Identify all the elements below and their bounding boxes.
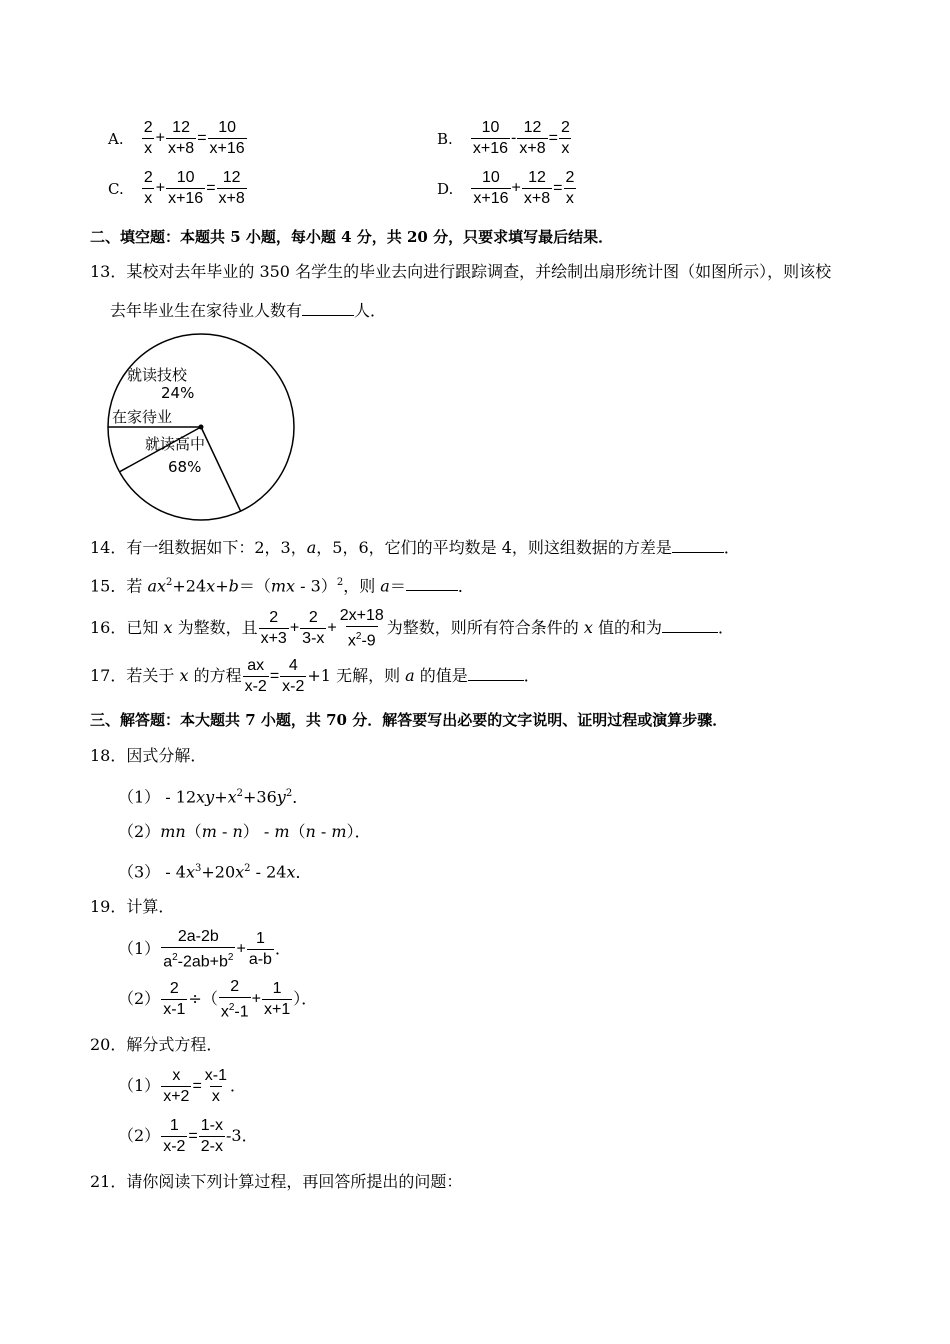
pie-center-dot: [199, 425, 204, 430]
slice-label-home: 在家待业: [112, 408, 173, 426]
q18-part2: （2）mn（m - n） - m（n - m）．: [118, 822, 371, 841]
q14: 14．有一组数据如下：2，3，a，5，6，它们的平均数是 4，则这组数据的方差是 ．: [90, 538, 740, 557]
fraction: $\frac{10}{x+16}$: [473, 169, 509, 207]
q21: 21．请你阅读下列计算过程，再回答所提出的问题：: [90, 1172, 463, 1191]
fraction: $\frac{2}{x}$: [143, 169, 153, 207]
fraction: $\frac{10}{x+16}$: [209, 119, 245, 157]
option-b-label: B.: [437, 129, 453, 148]
q17: 17．若关于 x 的方程 $\frac{ax}{x-2}$ = $\frac{4}{x-2}$ +1 无解，则 a 的值是 ．: [90, 657, 540, 695]
slice-label-highschool: 就读高中: [145, 435, 206, 453]
answer-blank: [468, 664, 524, 681]
fraction: $\frac{10}{x+16}$: [472, 119, 509, 157]
q13-line2: 去年毕业生在家待业人数有 人．: [110, 301, 387, 320]
option-d: D. $\frac{10}{x+16}$ + $\frac{12}{x+8}$ = $\frac{2}{x}$: [437, 169, 575, 207]
answer-blank: [302, 299, 354, 316]
fraction: $\frac{2}{x^2-1}$: [220, 978, 249, 1021]
section2-heading: 二、填空题：本题共 5 小题，每小题 4 分，共 20 分，只要求填写最后结果．: [90, 228, 614, 246]
fraction: $\frac{1-x}{2-x}$: [200, 1117, 223, 1155]
pie-chart: [100, 328, 300, 528]
q19-title: 19．计算．: [90, 897, 175, 916]
option-d-label: D.: [437, 179, 454, 198]
fraction: $\frac{2}{x}$: [143, 119, 153, 157]
section3-heading: 三、解答题：本大题共 7 小题，共 70 分．解答要写出必要的文字说明、证明过程或演算步骤．: [90, 711, 728, 729]
q13-line1: 13．某校对去年毕业的 350 名学生的毕业去向进行跟踪调查，并绘制出扇形统计图（如图所示），则该校: [90, 262, 832, 281]
fraction: $\frac{10}{x+16}$: [168, 169, 204, 207]
slice-boundary-tech: [201, 427, 241, 511]
q20-part2: （2） $\frac{1}{x-2}$ = $\frac{1-x}{2-x}$ -3．: [118, 1117, 258, 1155]
fraction: $\frac{1}{x+1}$: [263, 980, 291, 1019]
fraction: $\frac{2a-2b}{a^2-2ab+b^2}$: [163, 928, 234, 971]
fraction: $\frac{x}{x+2}$: [163, 1067, 190, 1105]
q18-title: 18．因式分解．: [90, 746, 207, 765]
answer-blank: [672, 536, 724, 553]
fraction: $\frac{1}{a-b}$: [248, 930, 272, 969]
q19-part2: （2） $\frac{2}{x-1}$ ÷（ $\frac{2}{x^2-1}$ + $\frac{1}{x+1}$ ）．: [118, 978, 318, 1021]
fraction: $\frac{2}{x}$: [560, 119, 570, 157]
q19-part1: （1） $\frac{2a-2b}{a^2-2ab+b^2}$ + $\frac{1}{a-b}$ ．: [118, 928, 291, 971]
q18-part1: $(1) - 12xy+x^2+36y^2$．: [118, 787, 309, 807]
fraction: $\frac{4}{x-2}$: [282, 657, 305, 695]
option-c-label: C.: [108, 179, 124, 198]
fraction: $\frac{12}{x+8}$: [218, 169, 245, 207]
fraction: $\frac{12}{x+8}$: [523, 169, 551, 207]
q16: 16．已知 x 为整数，且 $\frac{2}{x+3}$ + $\frac{2}{3-x}$ + $\frac{2x+18}{x^2-9}$ 为整数，则所有符合条件的 x 值的和为 ．: [90, 607, 735, 650]
fraction: $\frac{2}{x}$: [565, 169, 575, 207]
option-a-label: A.: [108, 129, 124, 148]
slice-value-tech: 24%: [161, 384, 195, 402]
fraction: $\frac{ax}{x-2}$: [244, 657, 267, 695]
fraction: $\frac{1}{x-2}$: [163, 1117, 186, 1155]
q20-title: 20．解分式方程．: [90, 1035, 223, 1054]
fraction: $\frac{2}{x+3}$: [260, 609, 287, 648]
fraction: $\frac{2x+18}{x^2-9}$: [339, 607, 384, 650]
slice-label-tech: 就读技校: [127, 366, 188, 384]
q20-part1: （1） $\frac{x}{x+2}$ = $\frac{x-1}{x}$ ．: [118, 1067, 247, 1105]
fraction: $\frac{x-1}{x}$: [204, 1067, 228, 1105]
fraction: $\frac{12}{x+8}$: [167, 119, 195, 157]
q15: 15．若 $ax^2+24x+b=(mx - 3)^2$，则 a＝ ．: [90, 576, 474, 596]
fraction: $\frac{12}{x+8}$: [519, 119, 546, 157]
option-c: C. $\frac{2}{x}$ + $\frac{10}{x+16}$ = $\frac{12}{x+8}$: [108, 169, 245, 207]
fraction: $\frac{2}{3-x}$: [302, 609, 325, 648]
option-a: A. $\frac{2}{x}$ + $\frac{12}{x+8}$ = $\frac{10}{x+16}$: [108, 119, 245, 157]
fraction: $\frac{2}{x-1}$: [163, 980, 186, 1019]
answer-blank: [662, 616, 718, 633]
slice-value-highschool: 68%: [168, 458, 202, 476]
q18-part3: $(3) - 4x^3+20x^2 - 24x$．: [118, 862, 312, 882]
option-b: B. $\frac{10}{x+16}$ - $\frac{12}{x+8}$ = $\frac{2}{x}$: [437, 119, 570, 157]
answer-blank: [406, 574, 458, 591]
